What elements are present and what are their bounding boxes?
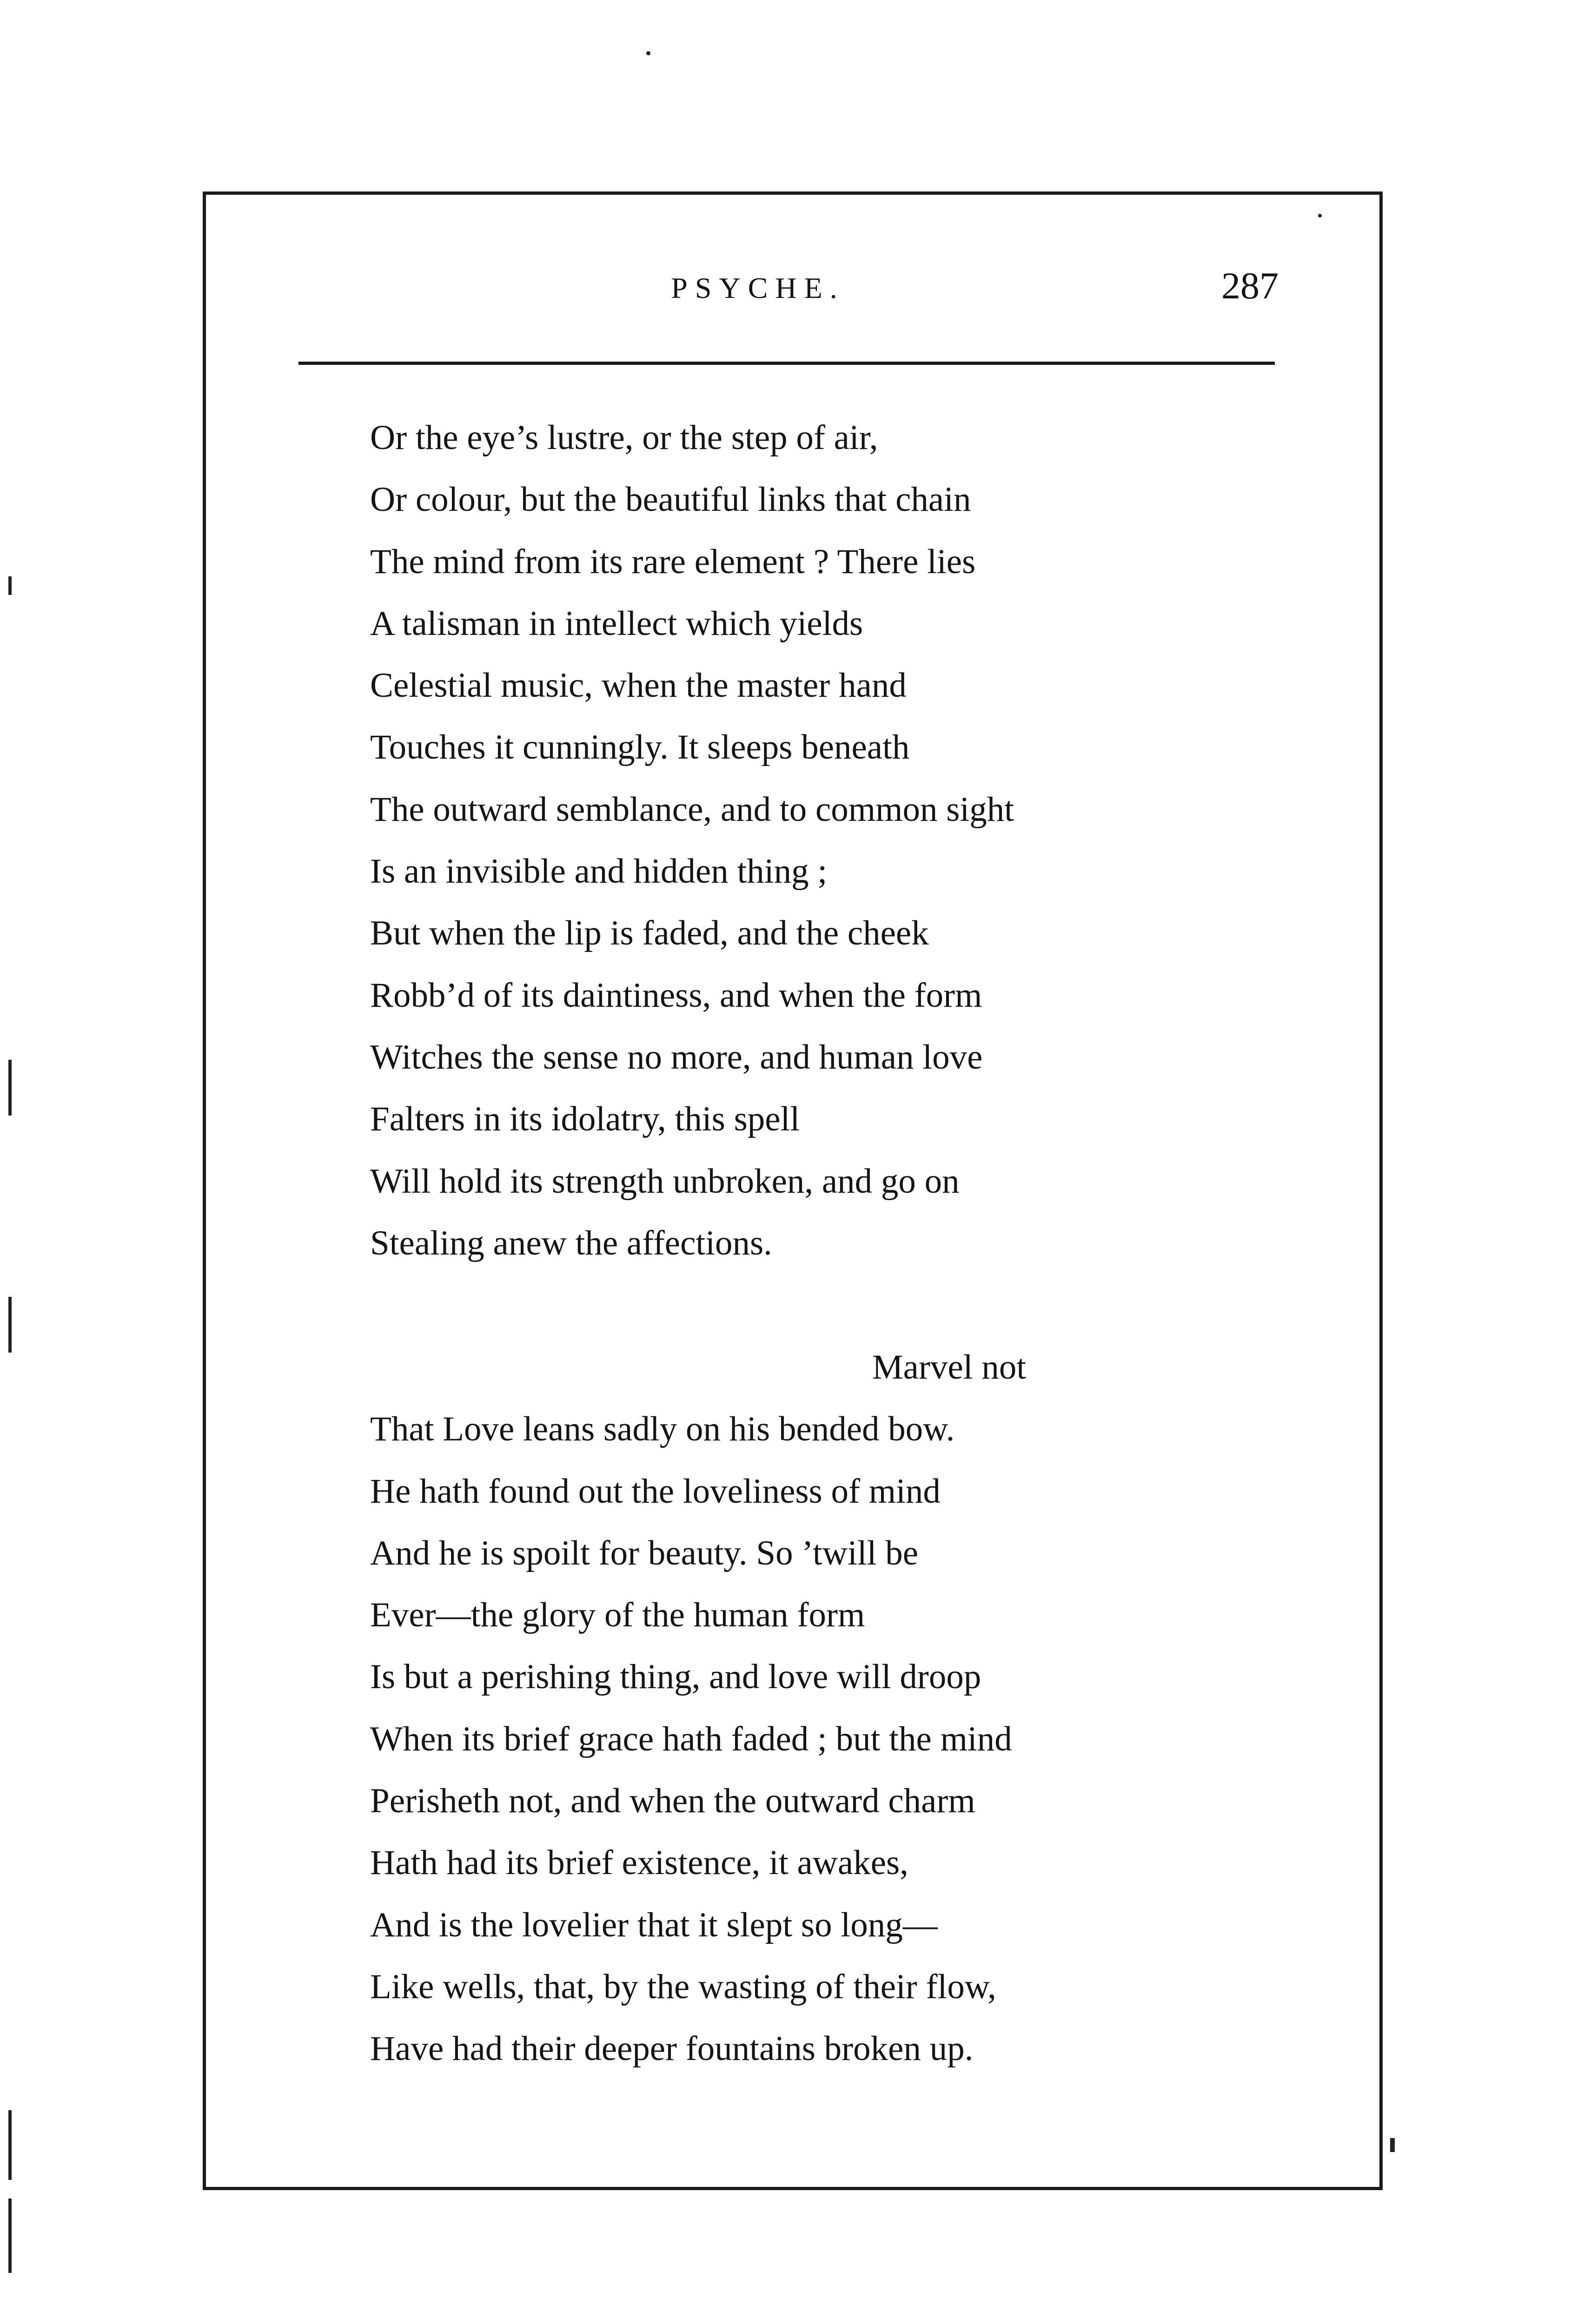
verse-line: Touches it cunningly. It sleeps beneath: [370, 728, 910, 767]
binding-mark: [8, 1297, 12, 1353]
verse-line: Stealing anew the affections.: [370, 1223, 772, 1262]
poem-stanza-2: [370, 1336, 1253, 2080]
header-rule: [298, 362, 1275, 365]
binding-mark: [8, 2110, 12, 2180]
scan-speck: [1390, 2138, 1395, 2152]
running-title: PSYCHE.: [671, 271, 845, 304]
verse-line: Falters in its idolatry, this spell: [370, 1100, 800, 1139]
verse-line: The mind from its rare element ? There lies: [370, 542, 976, 581]
verse-line: Celestial music, when the master hand: [370, 666, 907, 705]
verse-line: Hath had its brief existence, it awakes,: [370, 1843, 908, 1882]
verse-line: Ever—the glory of the human form: [370, 1596, 865, 1635]
binding-mark: [8, 1060, 12, 1116]
verse-line: Will hold its strength unbroken, and go on: [370, 1162, 960, 1201]
verse-line: The outward semblance, and to common sight: [370, 790, 1014, 829]
verse-line: He hath found out the loveliness of mind: [370, 1472, 941, 1511]
verse-line: Or colour, but the beautiful links that chain: [370, 480, 971, 519]
scan-speck: [646, 51, 650, 55]
page-number: 287: [1221, 264, 1279, 307]
verse-line: Perisheth not, and when the outward charm: [370, 1782, 975, 1821]
verse-line: Like wells, that, by the wasting of their flow,: [370, 1967, 996, 2006]
verse-line: A talisman in intellect which yields: [370, 604, 863, 643]
verse-line: Witches the sense no more, and human love: [370, 1037, 983, 1076]
verse-line: Have had their deeper fountains broken up.: [370, 2029, 974, 2068]
scan-speck: [1318, 214, 1322, 218]
verse-line: That Love leans sadly on his bended bow.: [370, 1410, 955, 1449]
binding-mark: [8, 576, 12, 595]
verse-line: Robb’d of its daintiness, and when the form: [370, 976, 982, 1015]
verse-line: Or the eye’s lustre, or the step of air,: [370, 418, 878, 457]
verse-line: But when the lip is faded, and the cheek: [370, 914, 929, 953]
verse-line: And he is spoilt for beauty. So ’twill be: [370, 1533, 919, 1572]
verse-line: Is an invisible and hidden thing ;: [370, 852, 828, 891]
poem-stanza-1: [370, 407, 1253, 1274]
verse-line-indented: Marvel not: [872, 1348, 1027, 1386]
binding-mark: [8, 2199, 12, 2273]
verse-line: And is the lovelier that it slept so long—: [370, 1905, 938, 1944]
verse-line: Is but a perishing thing, and love will droop: [370, 1657, 981, 1697]
verse-line: When its brief grace hath faded ; but the mind: [370, 1719, 1012, 1758]
